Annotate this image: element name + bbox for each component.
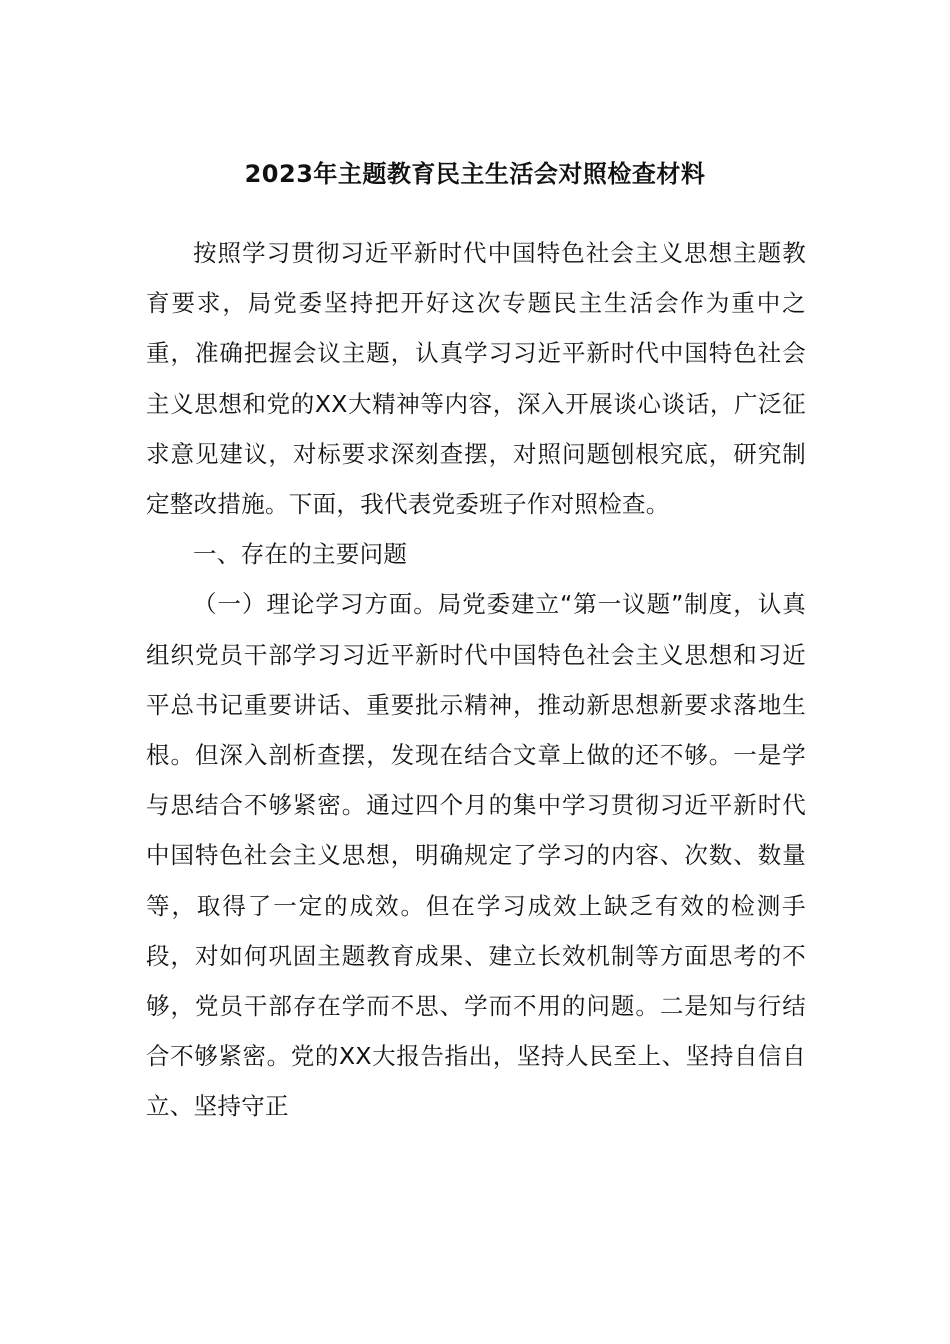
document-body <box>146 228 806 1132</box>
section-heading: 一、存在的主要问题 <box>193 540 408 569</box>
intro-paragraph: 按照学习贯彻习近平新时代中国特色社会主义思想主题教育要求，局党委坚持把开好这次专题民主生活会作为重中之重，准确把握会议主题，认真学习习近平新时代中国特色社会主义思想和党的XX大精神等内容，深入开展谈心谈话，广泛征求意见建议，对标要求深刻查摆，对照问题刨根究底，研究制定整改措施。下面，我代表党委班子作对照检查。 <box>146 239 806 519</box>
theory-study-paragraph: （一）理论学习方面。局党委建立“第一议题”制度，认真组织党员干部学习习近平新时代中国特色社会主义思想和习近平总书记重要讲话、重要批示精神，推动新思想新要求落地生根。但深入剖析查摆，发现在结合文章上做的还不够。一是学与思结合不够紧密。通过四个月的集中学习贯彻习近平新时代中国特色社会主义思想，明确规定了学习的内容、次数、数量等，取得了一定的成效。但在学习成效上缺乏有效的检测手段，对如何巩固主题教育成果、建立长效机制等方面思考的不够，党员干部存在学而不思、学而不用的问题。二是知与行结合不够紧密。党的XX大报告指出，坚持人民至上、坚持自信自立、坚持守正 <box>146 590 806 1121</box>
document-title: 2023年主题教育民主生活会对照检查材料 <box>244 160 706 188</box>
